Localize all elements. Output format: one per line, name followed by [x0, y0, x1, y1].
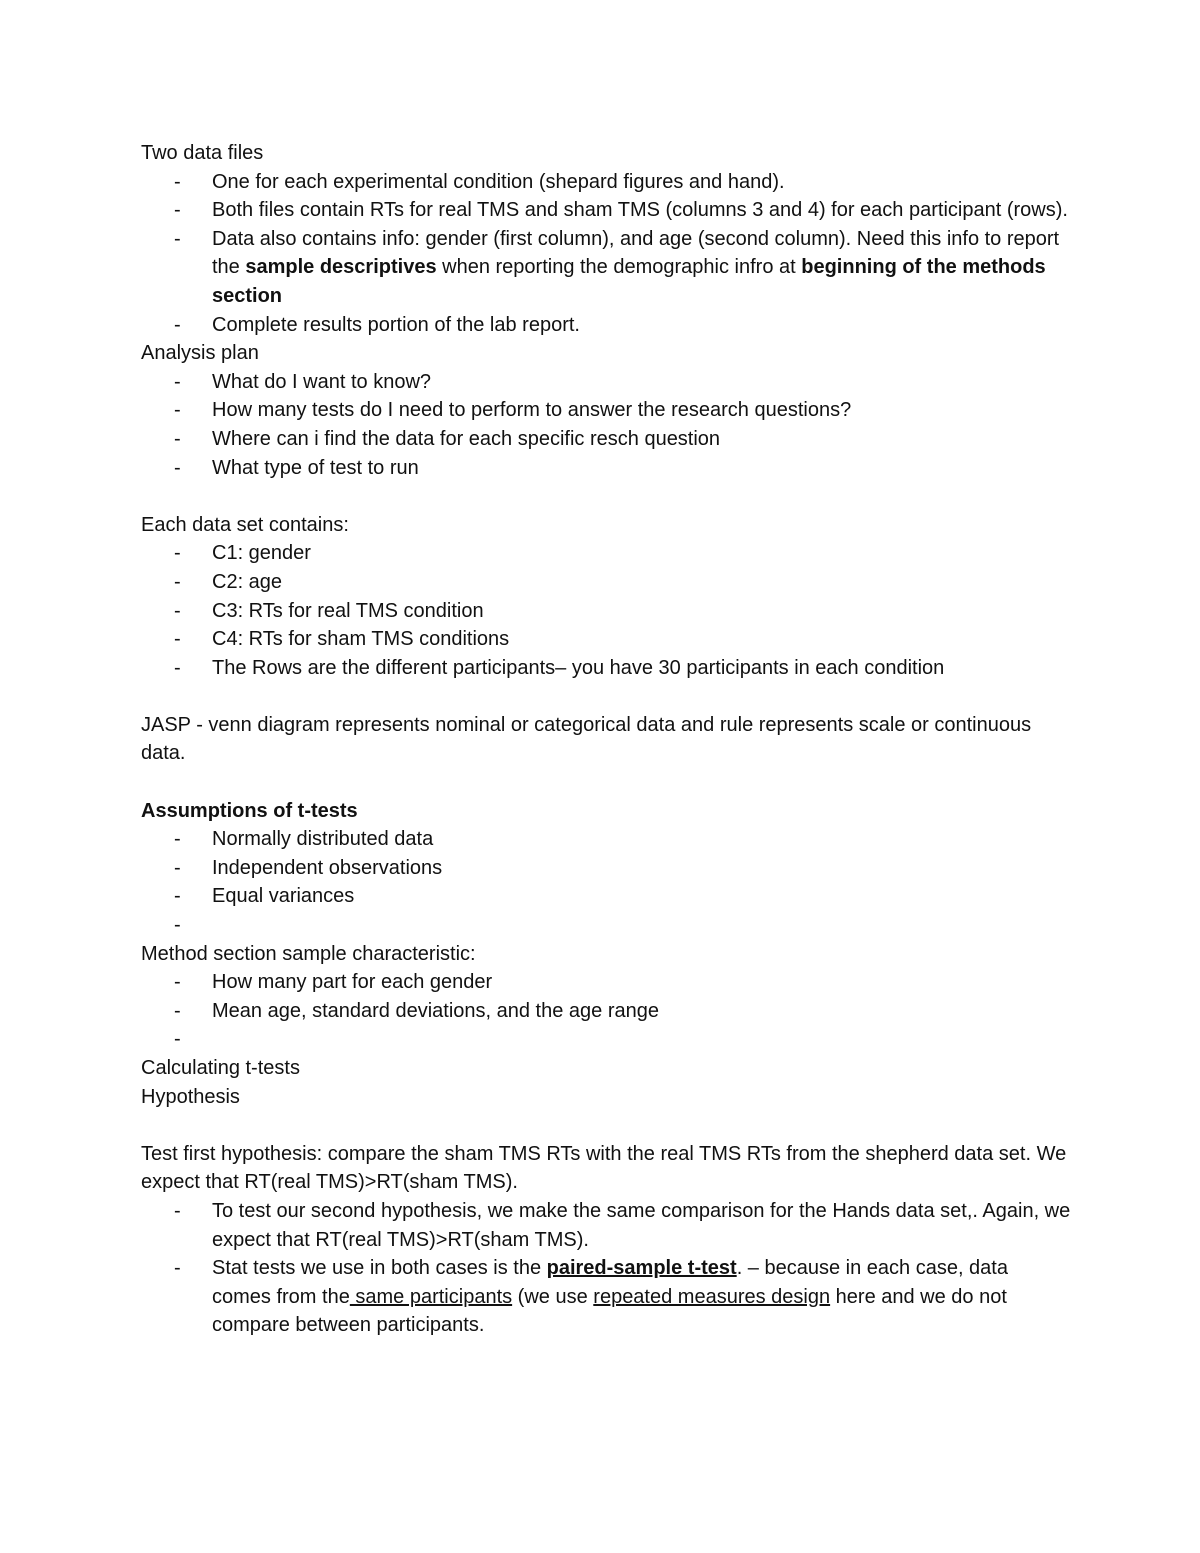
text-run: here and we do not compare between participants.	[212, 1285, 1007, 1337]
blank-line	[141, 768, 1071, 797]
list-hypothesis	[141, 1197, 1071, 1340]
list-item	[141, 225, 1071, 311]
list-analysis-plan	[141, 368, 1071, 482]
list-data-set	[141, 539, 1071, 682]
heading-hypothesis: Hypothesis	[141, 1085, 240, 1108]
list-item: - Both files contain RTs for real TMS and sham TMS (columns 3 and 4) for each participant (rows).	[141, 196, 1071, 225]
bold-text-sample-descriptives: sample descriptives	[245, 256, 437, 279]
underlined-same-participants: same participants	[349, 1285, 513, 1308]
list-two-data-files	[141, 168, 1071, 340]
list-method-sample	[141, 968, 1071, 1054]
text-run: Stat tests we use in both cases is the	[212, 1257, 547, 1280]
blank-line	[141, 682, 1071, 711]
list-item: - Complete results portion of the lab report.	[141, 311, 1071, 340]
list-item: - How many tests do I need to perform to answer the research questions?	[141, 396, 1071, 425]
blank-line	[141, 482, 1071, 511]
list-item: - What do I want to know?	[141, 368, 1071, 397]
list-item: - C3: RTs for real TMS condition	[141, 597, 1071, 626]
list-item: - How many part for each gender	[141, 968, 1071, 997]
list-item: - Normally distributed data	[141, 825, 1071, 854]
text-run: (we use	[512, 1285, 594, 1308]
blank-line	[141, 1111, 1071, 1140]
list-assumptions	[141, 825, 1071, 939]
list-item: - C1: gender	[141, 539, 1071, 568]
list-item	[141, 1254, 1071, 1340]
paragraph-jasp: JASP - venn diagram represents nominal or categorical data and rule represents scale or continuous data.	[141, 713, 1032, 765]
document-page	[141, 139, 1071, 1340]
list-item: - To test our second hypothesis, we make the same comparison for the Hands data set,. Again, we expect that RT(real TMS)>RT(sham TMS).	[141, 1197, 1071, 1254]
text-run: . – because in each case, data comes from the	[212, 1257, 1008, 1308]
list-item: - The Rows are the different participants– you have 30 participants in each condition	[141, 654, 1071, 683]
list-item: - Where can i find the data for each specific resch question	[141, 425, 1071, 454]
list-item: - One for each experimental condition (shepard figures and hand).	[141, 168, 1071, 197]
list-item: - C4: RTs for sham TMS conditions	[141, 625, 1071, 654]
bold-heading-text: Assumptions of t-tests	[141, 799, 358, 822]
heading-data-set: Each data set contains:	[141, 513, 349, 536]
heading-two-data-files: Two data files	[141, 142, 264, 164]
list-item-empty	[141, 1025, 1071, 1054]
heading-assumptions	[141, 797, 1071, 826]
list-item: - Independent observations	[141, 854, 1071, 883]
text-run: when reporting the demographic infro at	[436, 256, 802, 279]
heading-calculating-t-tests: Calculating t-tests	[141, 1057, 300, 1079]
list-item-empty	[141, 911, 1071, 940]
heading-method-sample: Method section sample characteristic:	[141, 942, 476, 965]
text-run: Data also contains info: gender (first column), and age (second column). Need this info to report the	[212, 227, 1060, 279]
paragraph-first-hypothesis: Test first hypothesis: compare the sham TMS RTs with the real TMS RTs from the shepherd data set. We expect that RT(real TMS)>RT(sham TMS).	[141, 1142, 1067, 1194]
heading-analysis-plan: Analysis plan	[141, 342, 259, 365]
underlined-repeated-measures-design: repeated measures design	[593, 1285, 831, 1308]
bold-text-beginning-methods: beginning of the methods section	[212, 256, 1046, 307]
list-item: - Equal variances	[141, 882, 1071, 911]
bold-underlined-paired-sample-t-test: paired-sample t-test	[546, 1257, 737, 1280]
list-item: - C2: age	[141, 568, 1071, 597]
list-item: - What type of test to run	[141, 454, 1071, 483]
list-item: - Mean age, standard deviations, and the age range	[141, 997, 1071, 1026]
